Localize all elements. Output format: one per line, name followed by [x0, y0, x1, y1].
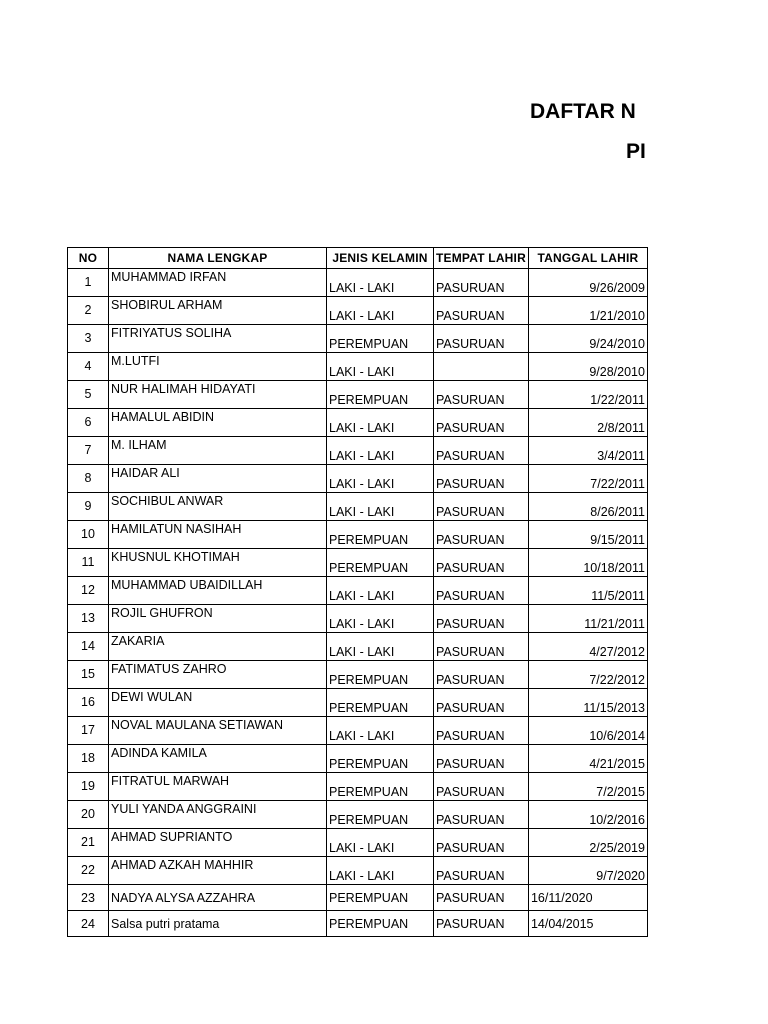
table-row: [68, 717, 648, 745]
header-tanggal-lahir: TANGGAL LAHIR: [528, 248, 647, 269]
cell-tempat-lahir: PASURUAN: [434, 577, 529, 605]
cell-no: 14: [68, 633, 109, 661]
document-title: DAFTAR N: [530, 100, 636, 123]
cell-nama: M. ILHAM: [109, 437, 327, 465]
cell-no: 9: [68, 493, 109, 521]
cell-no: 4: [68, 353, 109, 381]
cell-tempat-lahir: PASURUAN: [434, 521, 529, 549]
cell-no: 19: [68, 773, 109, 801]
table-row: [68, 381, 648, 409]
cell-jenis-kelamin: PEREMPUAN: [327, 911, 434, 937]
table-row: [68, 745, 648, 773]
cell-tanggal-lahir: 4/21/2015: [528, 745, 647, 773]
cell-no: 16: [68, 689, 109, 717]
table-row: [68, 409, 648, 437]
table-row: [68, 297, 648, 325]
cell-tanggal-lahir: 2/8/2011: [528, 409, 647, 437]
cell-tempat-lahir: PASURUAN: [434, 857, 529, 885]
cell-tempat-lahir: PASURUAN: [434, 661, 529, 689]
cell-tanggal-lahir: 10/18/2011: [528, 549, 647, 577]
cell-jenis-kelamin: PEREMPUAN: [327, 689, 434, 717]
cell-tempat-lahir: PASURUAN: [434, 381, 529, 409]
cell-nama: SHOBIRUL ARHAM: [109, 297, 327, 325]
table-row: [68, 325, 648, 353]
table-row: [68, 911, 648, 937]
cell-nama: AHMAD SUPRIANTO: [109, 829, 327, 857]
cell-no: 7: [68, 437, 109, 465]
cell-tanggal-lahir: 9/15/2011: [528, 521, 647, 549]
cell-jenis-kelamin: PEREMPUAN: [327, 325, 434, 353]
cell-tanggal-lahir: 10/2/2016: [528, 801, 647, 829]
cell-no: 12: [68, 577, 109, 605]
cell-tanggal-lahir: 1/21/2010: [528, 297, 647, 325]
table-row: [68, 493, 648, 521]
table-row: [68, 269, 648, 297]
cell-tempat-lahir: PASURUAN: [434, 829, 529, 857]
cell-tanggal-lahir: 16/11/2020: [528, 885, 647, 911]
cell-jenis-kelamin: LAKI - LAKI: [327, 493, 434, 521]
cell-tempat-lahir: PASURUAN: [434, 911, 529, 937]
cell-nama: YULI YANDA ANGGRAINI: [109, 801, 327, 829]
cell-tanggal-lahir: 8/26/2011: [528, 493, 647, 521]
document-subtitle: PI: [626, 140, 646, 163]
table-row: [68, 437, 648, 465]
cell-nama: Salsa putri pratama: [109, 911, 327, 937]
header-nama: NAMA LENGKAP: [109, 248, 327, 269]
cell-tanggal-lahir: 4/27/2012: [528, 633, 647, 661]
cell-no: 6: [68, 409, 109, 437]
cell-tanggal-lahir: 10/6/2014: [528, 717, 647, 745]
cell-jenis-kelamin: LAKI - LAKI: [327, 409, 434, 437]
cell-jenis-kelamin: PEREMPUAN: [327, 773, 434, 801]
cell-nama: AHMAD AZKAH MAHHIR: [109, 857, 327, 885]
table-row: [68, 605, 648, 633]
cell-nama: ZAKARIA: [109, 633, 327, 661]
header-jenis-kelamin: JENIS KELAMIN: [327, 248, 434, 269]
cell-jenis-kelamin: LAKI - LAKI: [327, 353, 434, 381]
cell-tempat-lahir: PASURUAN: [434, 745, 529, 773]
cell-tanggal-lahir: 14/04/2015: [528, 911, 647, 937]
cell-tanggal-lahir: 11/21/2011: [528, 605, 647, 633]
cell-nama: M.LUTFI: [109, 353, 327, 381]
table-row: [68, 773, 648, 801]
cell-no: 20: [68, 801, 109, 829]
cell-tanggal-lahir: 7/2/2015: [528, 773, 647, 801]
cell-nama: FATIMATUS ZAHRO: [109, 661, 327, 689]
table-row: [68, 885, 648, 911]
cell-no: 3: [68, 325, 109, 353]
cell-no: 24: [68, 911, 109, 937]
table-row: [68, 857, 648, 885]
table-row: [68, 353, 648, 381]
table-row: [68, 801, 648, 829]
cell-jenis-kelamin: PEREMPUAN: [327, 885, 434, 911]
cell-tempat-lahir: PASURUAN: [434, 465, 529, 493]
cell-tanggal-lahir: 9/7/2020: [528, 857, 647, 885]
cell-tempat-lahir: PASURUAN: [434, 773, 529, 801]
cell-no: 17: [68, 717, 109, 745]
cell-nama: KHUSNUL KHOTIMAH: [109, 549, 327, 577]
cell-tempat-lahir: PASURUAN: [434, 297, 529, 325]
table-header-row: [68, 248, 648, 269]
cell-tanggal-lahir: 9/24/2010: [528, 325, 647, 353]
cell-no: 13: [68, 605, 109, 633]
cell-no: 11: [68, 549, 109, 577]
cell-jenis-kelamin: LAKI - LAKI: [327, 605, 434, 633]
cell-tempat-lahir: PASURUAN: [434, 549, 529, 577]
cell-jenis-kelamin: PEREMPUAN: [327, 661, 434, 689]
cell-tanggal-lahir: 7/22/2011: [528, 465, 647, 493]
cell-nama: HAMALUL ABIDIN: [109, 409, 327, 437]
cell-tanggal-lahir: 2/25/2019: [528, 829, 647, 857]
cell-tempat-lahir: PASURUAN: [434, 409, 529, 437]
cell-jenis-kelamin: LAKI - LAKI: [327, 717, 434, 745]
cell-jenis-kelamin: PEREMPUAN: [327, 801, 434, 829]
cell-no: 8: [68, 465, 109, 493]
cell-no: 22: [68, 857, 109, 885]
cell-jenis-kelamin: PEREMPUAN: [327, 549, 434, 577]
cell-tempat-lahir: PASURUAN: [434, 801, 529, 829]
cell-no: 1: [68, 269, 109, 297]
cell-nama: HAIDAR ALI: [109, 465, 327, 493]
cell-nama: FITRIYATUS SOLIHA: [109, 325, 327, 353]
cell-tanggal-lahir: 1/22/2011: [528, 381, 647, 409]
cell-tempat-lahir: PASURUAN: [434, 689, 529, 717]
cell-jenis-kelamin: LAKI - LAKI: [327, 465, 434, 493]
table-row: [68, 829, 648, 857]
cell-nama: DEWI WULAN: [109, 689, 327, 717]
cell-no: 15: [68, 661, 109, 689]
table-row: [68, 549, 648, 577]
cell-no: 5: [68, 381, 109, 409]
table-row: [68, 521, 648, 549]
cell-jenis-kelamin: LAKI - LAKI: [327, 269, 434, 297]
table-row: [68, 577, 648, 605]
cell-nama: HAMILATUN NASIHAH: [109, 521, 327, 549]
header-tempat-lahir: TEMPAT LAHIR: [434, 248, 529, 269]
cell-tempat-lahir: PASURUAN: [434, 633, 529, 661]
cell-tempat-lahir: PASURUAN: [434, 437, 529, 465]
table-row: [68, 633, 648, 661]
cell-nama: FITRATUL MARWAH: [109, 773, 327, 801]
cell-jenis-kelamin: PEREMPUAN: [327, 521, 434, 549]
cell-tanggal-lahir: 11/5/2011: [528, 577, 647, 605]
student-table: [67, 247, 648, 937]
cell-nama: NUR HALIMAH HIDAYATI: [109, 381, 327, 409]
cell-jenis-kelamin: LAKI - LAKI: [327, 829, 434, 857]
cell-tempat-lahir: PASURUAN: [434, 269, 529, 297]
cell-nama: ADINDA KAMILA: [109, 745, 327, 773]
cell-tempat-lahir: PASURUAN: [434, 605, 529, 633]
cell-tempat-lahir: [434, 353, 529, 381]
cell-nama: MUHAMMAD UBAIDILLAH: [109, 577, 327, 605]
cell-tanggal-lahir: 3/4/2011: [528, 437, 647, 465]
table-row: [68, 465, 648, 493]
cell-no: 2: [68, 297, 109, 325]
table-row: [68, 661, 648, 689]
cell-jenis-kelamin: LAKI - LAKI: [327, 437, 434, 465]
table-body: [68, 269, 648, 937]
table-row: [68, 689, 648, 717]
cell-jenis-kelamin: LAKI - LAKI: [327, 297, 434, 325]
cell-tanggal-lahir: 7/22/2012: [528, 661, 647, 689]
cell-tanggal-lahir: 9/26/2009: [528, 269, 647, 297]
cell-no: 10: [68, 521, 109, 549]
cell-nama: NADYA ALYSA AZZAHRA: [109, 885, 327, 911]
cell-tanggal-lahir: 9/28/2010: [528, 353, 647, 381]
cell-tempat-lahir: PASURUAN: [434, 885, 529, 911]
cell-jenis-kelamin: LAKI - LAKI: [327, 633, 434, 661]
cell-tempat-lahir: PASURUAN: [434, 717, 529, 745]
header-no: NO: [68, 248, 109, 269]
cell-jenis-kelamin: PEREMPUAN: [327, 381, 434, 409]
cell-tempat-lahir: PASURUAN: [434, 325, 529, 353]
cell-no: 21: [68, 829, 109, 857]
cell-tempat-lahir: PASURUAN: [434, 493, 529, 521]
cell-nama: ROJIL GHUFRON: [109, 605, 327, 633]
cell-jenis-kelamin: PEREMPUAN: [327, 745, 434, 773]
cell-nama: NOVAL MAULANA SETIAWAN: [109, 717, 327, 745]
cell-jenis-kelamin: LAKI - LAKI: [327, 857, 434, 885]
cell-no: 18: [68, 745, 109, 773]
cell-nama: SOCHIBUL ANWAR: [109, 493, 327, 521]
cell-nama: MUHAMMAD IRFAN: [109, 269, 327, 297]
cell-tanggal-lahir: 11/15/2013: [528, 689, 647, 717]
cell-jenis-kelamin: LAKI - LAKI: [327, 577, 434, 605]
cell-no: 23: [68, 885, 109, 911]
